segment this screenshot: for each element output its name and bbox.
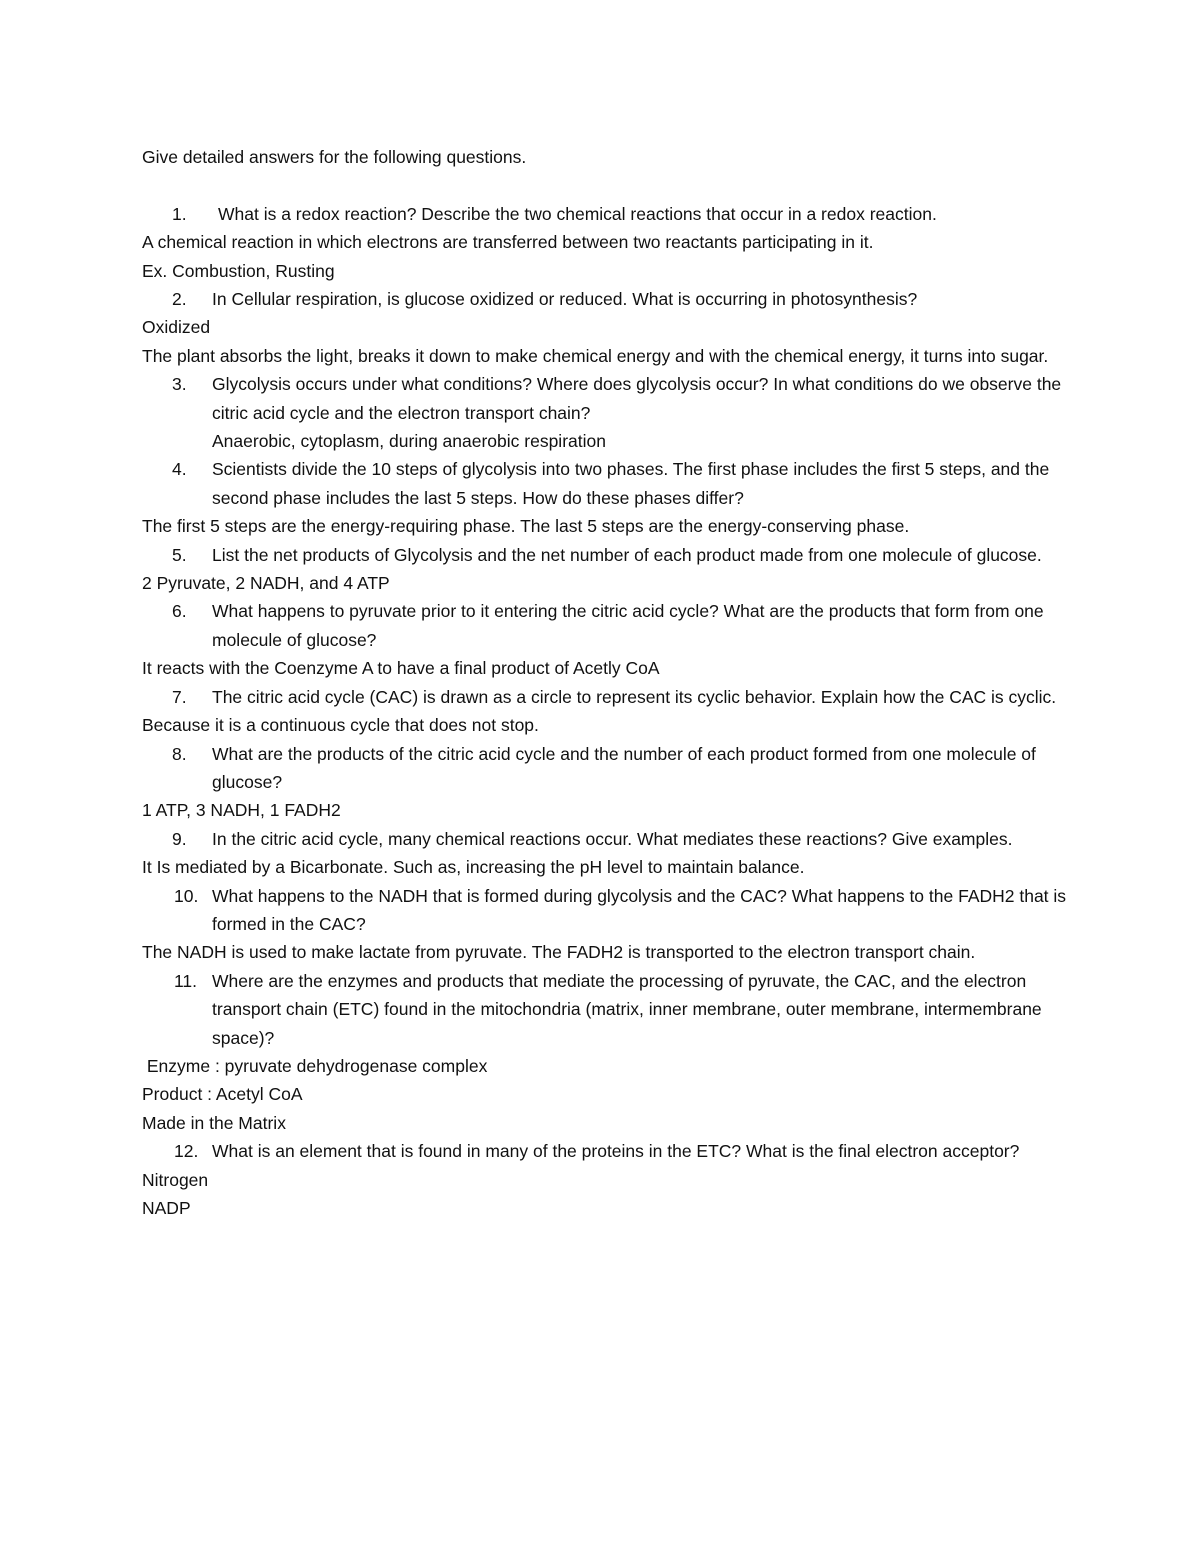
answer-line: NADP — [142, 1198, 191, 1219]
question-text: Glycolysis occurs under what conditions? Where does glycolysis occur? In what conditions do we observe the citric acid cycle and the electron transport chain? — [212, 374, 1062, 423]
question-8 — [142, 740, 1072, 797]
intro-text: Give detailed answers for the following questions. — [142, 147, 527, 167]
question-number: 12. — [174, 1141, 199, 1162]
answer-line: Enzyme : pyruvate dehydrogenase complex — [142, 1055, 488, 1076]
question-number: 2. — [172, 289, 187, 310]
spacer — [142, 171, 1072, 199]
answer-line: Anaerobic, cytoplasm, during anaerobic respiration — [212, 431, 606, 452]
document-body — [142, 143, 1072, 1222]
question-text: Where are the enzymes and products that mediate the processing of pyruvate, the CAC, and the electron transport chain (ETC) found in the mitochondria (matrix, inner membrane, outer membrane, intermembrane space)? — [212, 970, 1042, 1048]
answer-line: Made in the Matrix — [142, 1112, 286, 1133]
question-number: 3. — [172, 374, 187, 395]
question-2 — [142, 285, 1072, 313]
question-number: 4. — [172, 459, 187, 480]
answer-line: It reacts with the Coenzyme A to have a final product of Acetly CoA — [142, 658, 660, 679]
question-text: The citric acid cycle (CAC) is drawn as a circle to represent its cyclic behavior. Explain how the CAC is cyclic. — [212, 686, 1057, 707]
question-text: What is a redox reaction? Describe the two chemical reactions that occur in a redox reaction. — [218, 203, 937, 224]
question-text: In Cellular respiration, is glucose oxidized or reduced. What is occurring in photosynthesis? — [212, 289, 918, 310]
question-text: What are the products of the citric acid cycle and the number of each product formed from one molecule of glucose? — [212, 743, 1036, 792]
question-6 — [142, 597, 1072, 654]
question-4 — [142, 455, 1072, 512]
answer-line: The plant absorbs the light, breaks it down to make chemical energy and with the chemical energy, it turns into sugar. — [142, 345, 1049, 366]
question-1 — [142, 200, 1072, 228]
question-number: 10. — [174, 885, 199, 906]
question-10 — [142, 882, 1072, 939]
question-text: Scientists divide the 10 steps of glycolysis into two phases. The first phase includes the first 5 steps, and the second phase includes the last 5 steps. How do these phases differ? — [212, 459, 1050, 508]
question-11 — [142, 967, 1072, 1052]
question-text: List the net products of Glycolysis and the net number of each product made from one molecule of glucose. — [212, 544, 1042, 565]
question-number: 1. — [172, 203, 187, 224]
question-5 — [142, 541, 1072, 569]
question-text: In the citric acid cycle, many chemical reactions occur. What mediates these reactions? Give examples. — [212, 828, 1013, 849]
answer-line: 1 ATP, 3 NADH, 1 FADH2 — [142, 800, 341, 821]
answer-line: Product : Acetyl CoA — [142, 1084, 303, 1105]
answer-line: It Is mediated by a Bicarbonate. Such as, increasing the pH level to maintain balance. — [142, 857, 805, 878]
answer-line: Ex. Combustion, Rusting — [142, 260, 335, 281]
question-number: 9. — [172, 828, 187, 849]
question-number: 8. — [172, 743, 187, 764]
answer-line: Nitrogen — [142, 1169, 209, 1190]
answer-line: Oxidized — [142, 317, 211, 338]
question-9 — [142, 825, 1072, 853]
answer-line: Because it is a continuous cycle that does not stop. — [142, 715, 539, 736]
question-12 — [142, 1137, 1072, 1165]
answer-line: The NADH is used to make lactate from pyruvate. The FADH2 is transported to the electron transport chain. — [142, 942, 976, 963]
question-number: 5. — [172, 544, 187, 565]
question-number: 6. — [172, 601, 187, 622]
answer-line: A chemical reaction in which electrons are transferred between two reactants participating in it. — [142, 232, 874, 253]
question-number: 11. — [174, 970, 198, 991]
question-text: What is an element that is found in many of the proteins in the ETC? What is the final electron acceptor? — [212, 1141, 1020, 1162]
question-3 — [142, 370, 1072, 427]
question-7 — [142, 683, 1072, 711]
question-number: 7. — [172, 686, 187, 707]
question-text: What happens to pyruvate prior to it entering the citric acid cycle? What are the products that form from one molecule of glucose? — [212, 601, 1044, 650]
question-text: What happens to the NADH that is formed during glycolysis and the CAC? What happens to the FADH2 that is formed in the CAC? — [212, 885, 1067, 934]
answer-line: 2 Pyruvate, 2 NADH, and 4 ATP — [142, 573, 390, 594]
answer-line: The first 5 steps are the energy-requiring phase. The last 5 steps are the energy-conserving phase. — [142, 516, 910, 537]
